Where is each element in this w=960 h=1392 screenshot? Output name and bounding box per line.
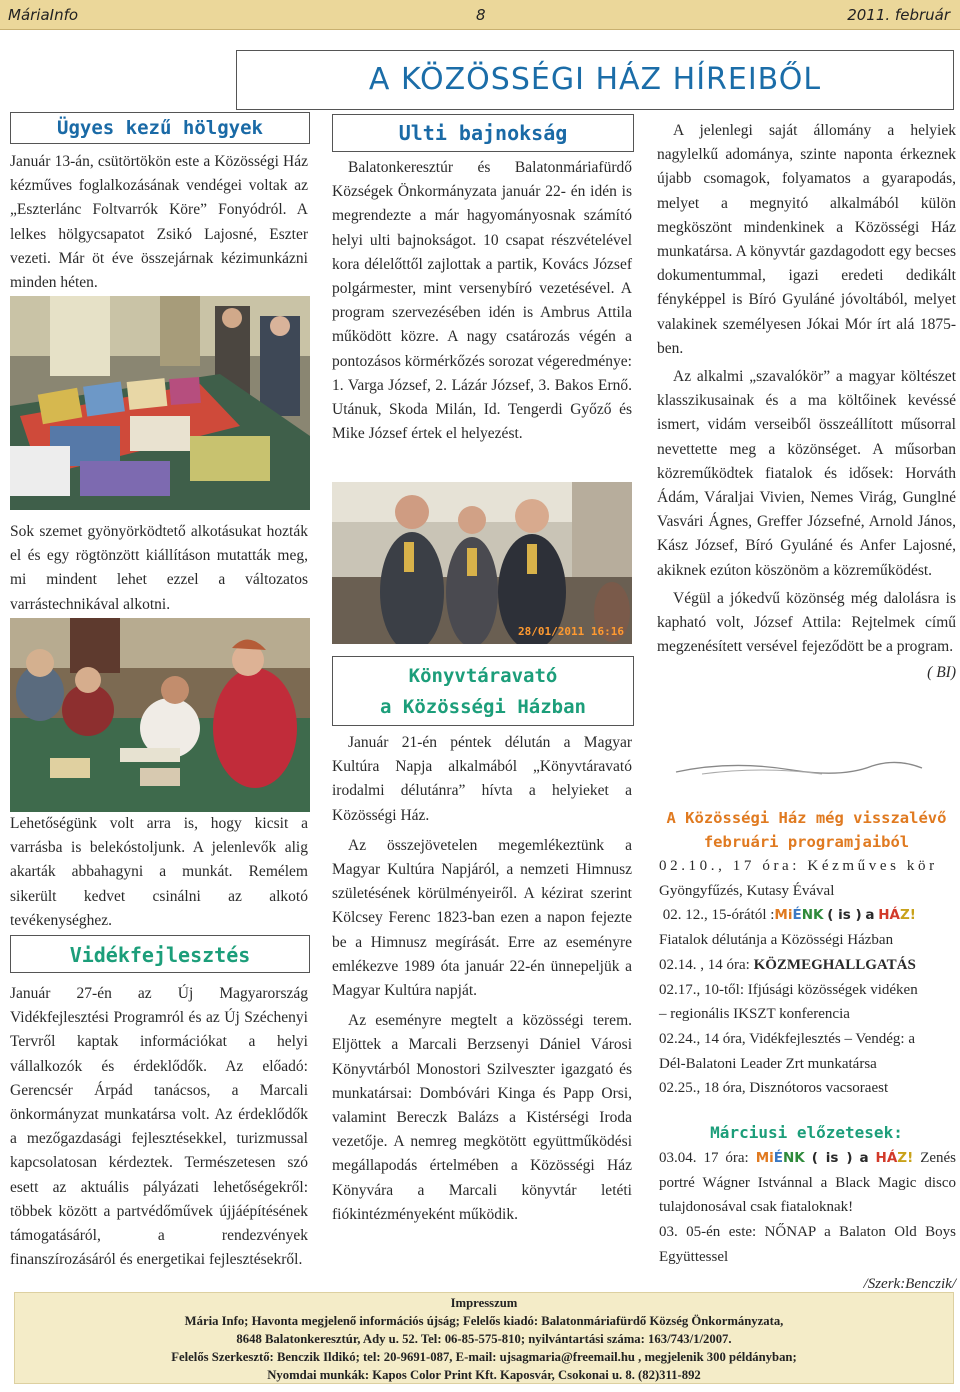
impressum-title: Impresszum: [450, 1296, 518, 1310]
videkfejlesztes-text: Január 27-én az Új Magyarország Vidékfejlesztési Programról és az Új Széchenyi Tervről kaptak információkat a helyi vállalkozók és érdeklődők. Az előadó: Gerencsér Árpád tanácsos, a Marcali önkormányzat munkatársa volt. Az érdeklődők a mezőgazdasági fejlesztésekkel, turizmussal kapcsolatosan kérdeztek. Természetesen szó esett az aktuális pályázati lehetőségekről: többek között a partvédőművek újjáépítésének támogatásáról, a rendezvények finanszírozásáról és energetikai fejlesztésekről.: [10, 985, 308, 1269]
program-item: Gyöngyfűzés, Kutasy Évával: [659, 882, 835, 899]
intro-text: Január 13-án, csütörtökön este a Közösségi Ház kézműves foglalkozásának vendégei voltak az „Eszterlánc Foltvarrók Köre” Fonyódról. A lelkes hölgycsapatot Zsikó Lajosné, Eszter vezeti. Már öt éve összejárnak kézimunkázni minden héten.: [10, 153, 308, 292]
program-item-mienk: 02. 12., 15-órától :MiÉNK ( is ) a HÁZ!: [662, 907, 916, 924]
impressum-line: Felelős Szerkesztő: Benczik Ildikó; tel: 20-9691-087, E-mail: ujsagmaria@freemail.hu , megjelenik 300 példányban;: [171, 1350, 797, 1364]
program-item: Dél-Balatoni Leader Zrt munkatársa: [659, 1055, 877, 1072]
march-item-1: 03.04. 17 óra: MiÉNK ( is ) a HÁZ! Zenés portré Wágner Istvánnal a Black Magic disco tulajdonosával csak fiataloknak!: [659, 1150, 957, 1216]
programs-list: [659, 854, 956, 1101]
program-item: 02.14. , 14 óra: KÖZMEGHALLGATÁS: [659, 956, 916, 973]
page-header: [0, 0, 960, 30]
program-item: 02.17., 10-től: Ifjúsági közösségek vidéken: [659, 981, 918, 998]
impressum-line: Mária Info; Havonta megjelenő információs újság; Felelős kiadó: Balatonmáriafürdő Község Önkormányzata,: [184, 1314, 784, 1328]
article-title-konyvtaravato: [332, 656, 634, 726]
header-page-number: 8: [476, 6, 486, 24]
photo-sewing-workshop: [10, 618, 310, 812]
article-title-videkfejlesztes: Vidékfejlesztés: [10, 935, 310, 973]
article-konyvtaravato: [332, 731, 632, 1227]
article-konyvtaravato-cont: [657, 119, 956, 686]
article-signature: ( BI): [927, 664, 956, 682]
photo-caption-2: [10, 812, 308, 933]
program-item: 02.10., 17 óra: Kézműves kör: [659, 858, 938, 874]
program-item: Fiatalok délutánja a Közösségi Házban: [659, 932, 894, 949]
program-item: – regionális IKSZT konferencia: [659, 1006, 850, 1023]
section-banner: A KÖZÖSSÉGI HÁZ HÍREIBŐL: [236, 50, 954, 110]
impressum-line: Nyomdai munkák: Kapos Color Print Kft. Kaposvár, Csokonai u. 8. (82)311-892: [267, 1368, 701, 1382]
march-programs: [659, 1146, 956, 1296]
article-intro: [10, 150, 308, 295]
konyvtaravato-p3: Az eseményre megtelt a közösségi terem. Eljöttek a Marcali Berzsenyi Dániel Városi Könyvtárból Monostori Szilveszter igazgató és munkatársai: Dombóvári Kinga és Papp Orsi, valamint Bereczk Balázs a Kistérségi Iroda vezetője. A nemreg megkötött együttműködési megállapodás értelmében a Közösségi Ház Könyvára a Marcali könyvtár letéti fiókintézményeként működik.: [332, 1012, 632, 1223]
photo-caption-1: [10, 520, 308, 617]
konyvtaravato-p1: Január 21-én péntek délután a Magyar Kultúra Napja alkalmából „Könyvtáravató irodalmi délutánra” hívta a helyieket a Közösségi Ház.: [332, 734, 632, 824]
photo-ulti-winners: [332, 482, 632, 644]
konyvtaravato-title-line1: Könyvtáravató: [408, 665, 558, 687]
konyvtaravato-title-line2: a Közösségi Házban: [380, 696, 586, 718]
article-title-ugyes: Ügyes kezű hölgyek: [10, 112, 310, 144]
program-item: 02.25., 18 óra, Disznótoros vacsoraest: [659, 1080, 889, 1097]
editor-signature: /Szerk:Benczik/: [863, 1275, 956, 1292]
article-videkfejlesztes: [10, 982, 308, 1272]
article-title-ulti: Ulti bajnokság: [332, 114, 634, 152]
programs-title-line2: februári programjaiból: [703, 833, 910, 851]
photo-timestamp: 28/01/2011 16:16: [518, 625, 624, 638]
photo-quilt-exhibition: [10, 296, 310, 510]
march-title: Márciusi előzetesek:: [710, 1123, 903, 1142]
impressum-line: 8648 Balatonkeresztúr, Ady u. 52. Tel: 06-85-575-810; nyilvántartási száma: 163/743/1/2007.: [236, 1332, 732, 1346]
header-date: 2011. február: [847, 6, 950, 24]
ulti-text: Balatonkeresztúr és Balatonmáriafürdő Községek Önkormányzata január 22- én idén is megrendezte a már hagyományosnak számító helyi ulti bajnokságot. 10 csapat részvételével kora délelőttől zajlottak a partik, Kovács József polgármester, mint versenybíró vezetésével. A program szervezésében idén is Ambrus Attila működött közre. A nagy csatározás végén a pontozásos körmérkőzés sorozat végeredménye: 1. Varga József, 2. Lázár József, 3. Bakos Ernő. Utánuk, Skoda Milán, Id. Tengerdi Győző és Mike József értek el helyezést.: [332, 159, 632, 443]
programs-title: [657, 806, 956, 854]
march-item-2: 03. 05-én este: NŐNAP a Balaton Old Boys Együttessel: [659, 1224, 956, 1265]
caption-2-text: Lehetőségünk volt arra is, hogy kicsit a varrásba is belekóstoljunk. A jelenlevők alig akarták abbahagyni a munkát. Remélem sikerült kedvet csinálni az alkotó tevékenységhez.: [10, 815, 308, 929]
konyvtaravato-p6: Végül a jókedvű közönség még dalolásra is kapható volt, József Attila: Rejtelmek című megzenésített versével fejeződött be a program.: [657, 589, 956, 656]
konyvtaravato-p2: Az összejövetelen megemlékeztünk a Magyar Kultúra Napjáról, a nemzeti Himnusz születésének körülményeiről. A kézirat szerint Kölcsey Ferenc 1823-ban ezen a napon fejezte be a Himnusz megírását. Erre az eseményre emlékezve 1989 óta január 22-én ünnepeljük a Magyar Kultúra napját.: [332, 836, 632, 1000]
decorative-flourish: [672, 756, 932, 780]
konyvtaravato-p4: A jelenlegi saját állomány a helyiek nagylelkű adománya, szinte naponta érkeznek újabb csomagok, folyamatos a gyarapodás, melyet a megnyitó alkalmából külön megköszönt mindenkinek a Közösségi Ház munkatársa. A könyvtár gazdagodott egy becses dokumentummal, igazi eredeti dedikált fényképpel is Bíró Gyuláné jóvoltából, melyet valakinek személyesen Jókai Mór írt alá 1875-ben.: [657, 122, 956, 357]
caption-1-text: Sok szemet gyönyörködtető alkotásukat hozták el és egy rögtönzött kiállításon mutatták meg, mi mindent lehet ezzel a változatos varrástechnikával alkotni.: [10, 523, 308, 613]
konyvtaravato-p5: Az alkalmi „szavalókör” a magyar költészet klasszikusainak és a ma költőinek kevéssé ismert, vidám verseiből összeállított műsorral nevettette meg a közönséget. A műsorban közreműködtek fiatalok és idősek: Horváth Ádám, Váraljai Vivien, Nemes Virág, Gunglné Vasvári Ágnes, Greffer Józsefné, Arnold János, Kász József, Bíró Gyuláné és Anfer Lajosné, akiknek ezúton köszönöm a közreműködést.: [657, 368, 956, 579]
impressum-box: [14, 1292, 954, 1384]
programs-title-line1: A Közösségi Ház még visszalévő: [666, 809, 947, 827]
header-publication: MáriaInfo: [8, 6, 79, 24]
article-ulti: [332, 156, 632, 446]
program-item: 02.24., 14 óra, Vidékfejlesztés – Vendég: a: [659, 1030, 915, 1047]
